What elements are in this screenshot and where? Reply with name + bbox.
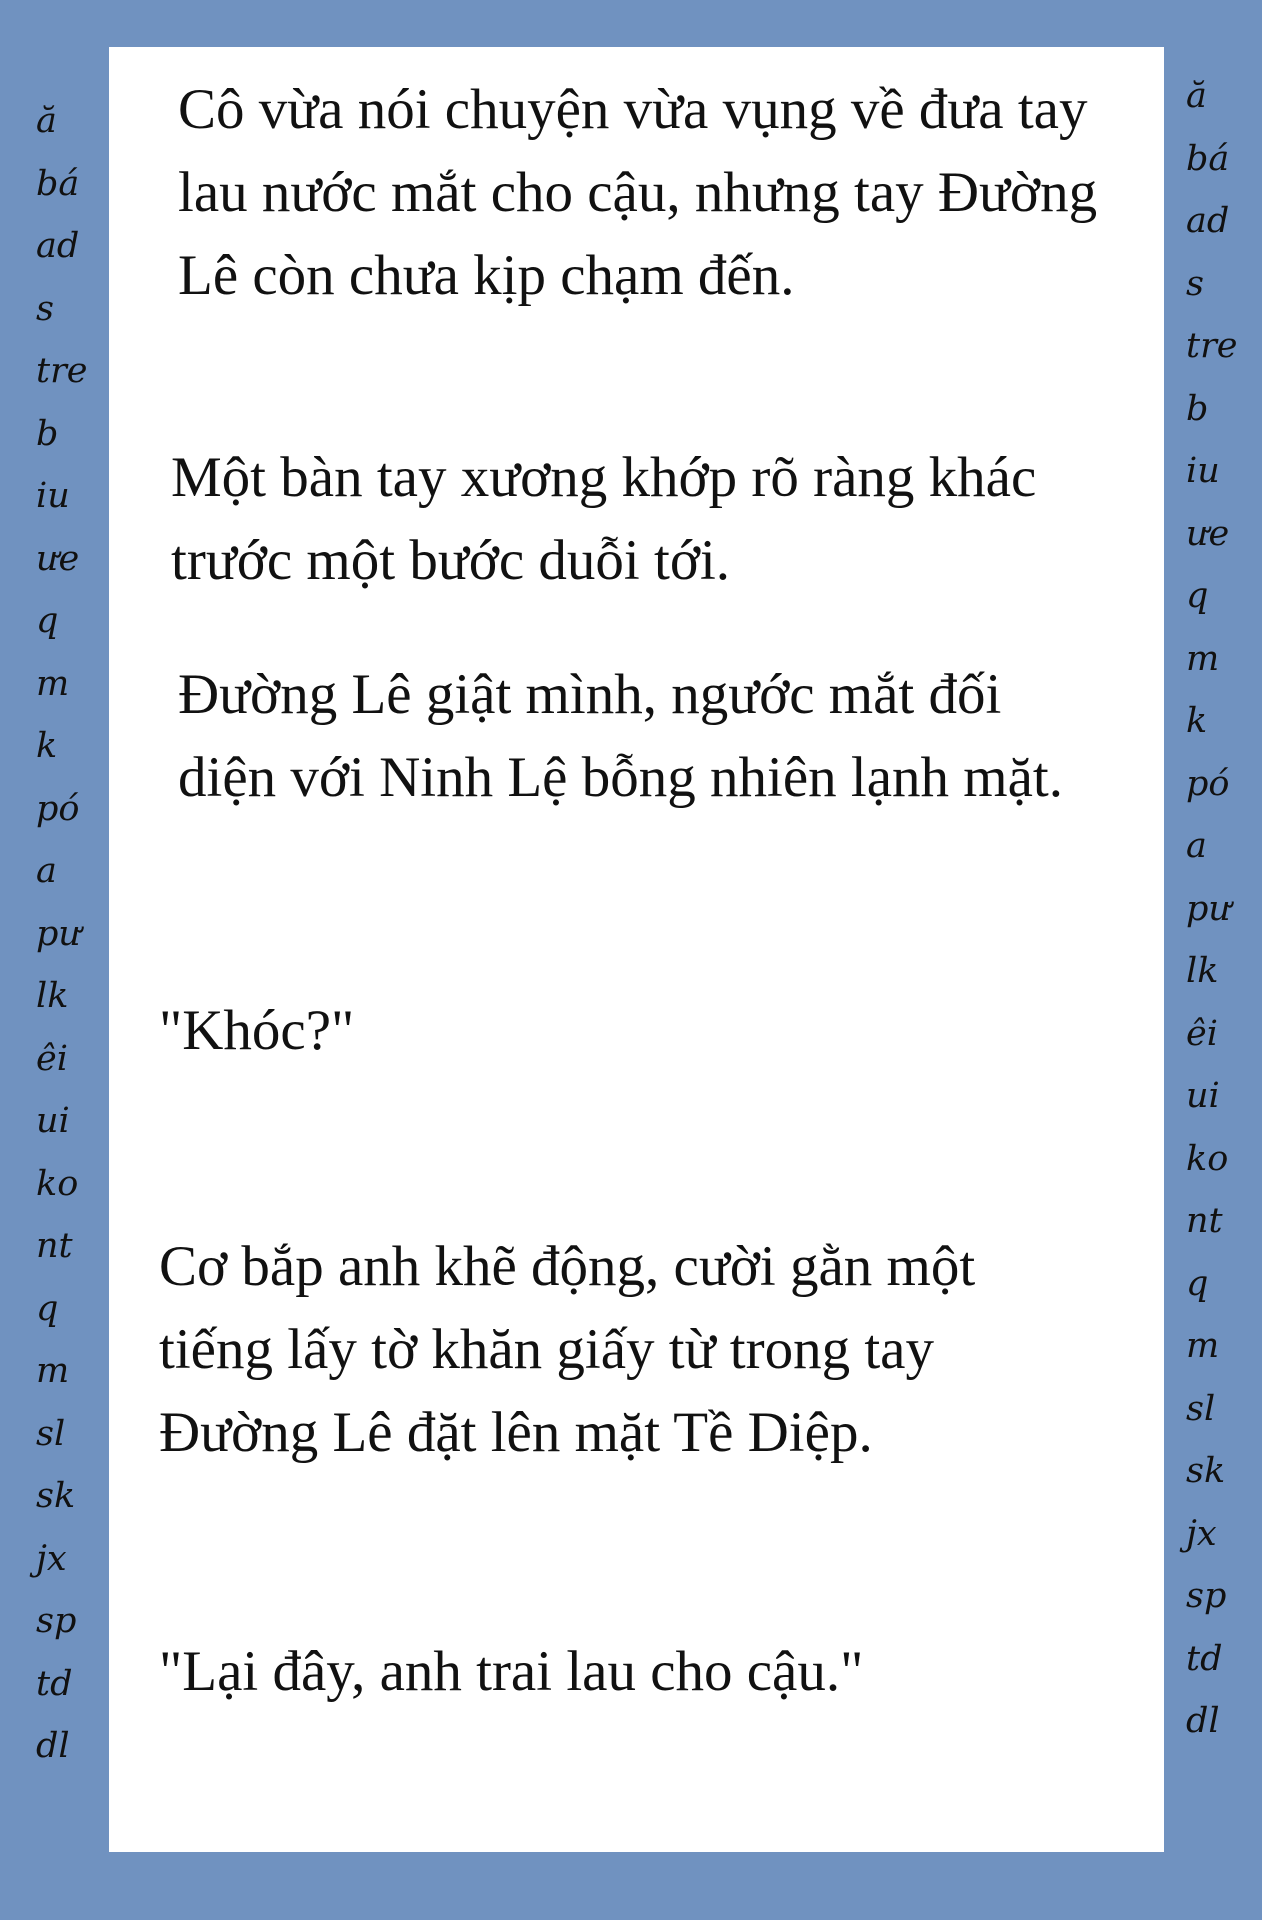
watermark-letter: q bbox=[36, 601, 59, 641]
paragraph-1: Cô vừa nói chuyện vừa vụng về đưa tay lau nước mắt cho cậu, nhưng tay Đường Lê còn chưa kịp chạm đến. bbox=[178, 78, 1098, 307]
watermark-letter: ui bbox=[36, 1101, 70, 1141]
watermark-letter: dl bbox=[1186, 1701, 1220, 1741]
watermark-letter: q bbox=[36, 1288, 59, 1329]
watermark-letter: dl bbox=[36, 1726, 70, 1766]
watermark-letter: m bbox=[36, 663, 70, 704]
watermark-letter: sp bbox=[36, 1601, 77, 1641]
watermark-letter: k bbox=[36, 726, 58, 766]
watermark-letter: pó bbox=[1186, 763, 1230, 804]
watermark-letter: tre bbox=[1186, 326, 1238, 366]
watermark-letter: iu bbox=[1186, 451, 1220, 491]
watermark-letter: ă bbox=[1186, 76, 1207, 116]
watermark-letter: jx bbox=[1186, 1513, 1217, 1554]
paragraph-6-dialogue: "Lại đây, anh trai lau cho cậu." bbox=[159, 1640, 864, 1703]
text-page bbox=[109, 47, 1164, 1852]
watermark-letter: a bbox=[1186, 826, 1207, 866]
watermark-letter: a bbox=[36, 851, 57, 891]
watermark-letter: m bbox=[1186, 1326, 1220, 1366]
watermark-letter: b bbox=[1186, 388, 1209, 429]
watermark-letter: ưe bbox=[1186, 513, 1230, 554]
watermark-letter: tre bbox=[36, 351, 88, 391]
watermark-letter: bá bbox=[1186, 138, 1230, 179]
watermark-letter: jx bbox=[36, 1538, 67, 1579]
watermark-letter: q bbox=[1186, 576, 1209, 616]
watermark-letter: s bbox=[36, 288, 54, 329]
right-watermark-column bbox=[1186, 65, 1262, 1753]
watermark-letter: s bbox=[1186, 263, 1204, 304]
watermark-letter: pư bbox=[1186, 888, 1231, 929]
watermark-letter: lk bbox=[36, 976, 69, 1016]
watermark-letter: m bbox=[36, 1351, 70, 1391]
watermark-letter: sl bbox=[36, 1413, 66, 1454]
paragraph-2: Một bàn tay xương khớp rõ ràng khác trước một bước duỗi tới. bbox=[171, 446, 1037, 592]
watermark-letter: êi bbox=[36, 1038, 68, 1079]
watermark-letter: nt bbox=[1186, 1201, 1223, 1241]
watermark-letter: ui bbox=[1186, 1076, 1220, 1116]
paragraph-4-dialogue: "Khóc?" bbox=[159, 999, 355, 1062]
watermark-letter: sk bbox=[1186, 1451, 1226, 1491]
watermark-letter: q bbox=[1186, 1263, 1209, 1304]
watermark-letter: sp bbox=[1186, 1576, 1227, 1616]
watermark-letter: ad bbox=[1186, 201, 1230, 241]
watermark-letter: nt bbox=[36, 1226, 73, 1266]
watermark-letter: k bbox=[1186, 701, 1208, 741]
watermark-letter: ă bbox=[36, 101, 57, 141]
watermark-letter: iu bbox=[36, 476, 70, 516]
watermark-letter: êi bbox=[1186, 1013, 1218, 1054]
watermark-letter: td bbox=[36, 1663, 73, 1704]
watermark-letter: sl bbox=[1186, 1388, 1216, 1429]
watermark-letter: ko bbox=[1186, 1138, 1229, 1179]
watermark-letter: lk bbox=[1186, 951, 1219, 991]
watermark-letter: b bbox=[36, 413, 59, 454]
watermark-letter: sk bbox=[36, 1476, 76, 1516]
watermark-letter: m bbox=[1186, 638, 1220, 679]
paragraph-5: Cơ bắp anh khẽ động, cười gằn một tiếng lấy tờ khăn giấy từ trong tay Đường Lê đặt lên mặt Tề Diệp. bbox=[159, 1235, 976, 1464]
watermark-letter: ko bbox=[36, 1163, 79, 1204]
watermark-letter: td bbox=[1186, 1638, 1223, 1679]
watermark-letter: pó bbox=[36, 788, 80, 829]
watermark-letter: pư bbox=[36, 913, 81, 954]
paragraph-3: Đường Lê giật mình, ngước mắt đối diện với Ninh Lệ bỗng nhiên lạnh mặt. bbox=[178, 663, 1063, 809]
watermark-letter: bá bbox=[36, 163, 80, 204]
watermark-letter: ưe bbox=[36, 538, 80, 579]
watermark-letter: ad bbox=[36, 226, 80, 266]
